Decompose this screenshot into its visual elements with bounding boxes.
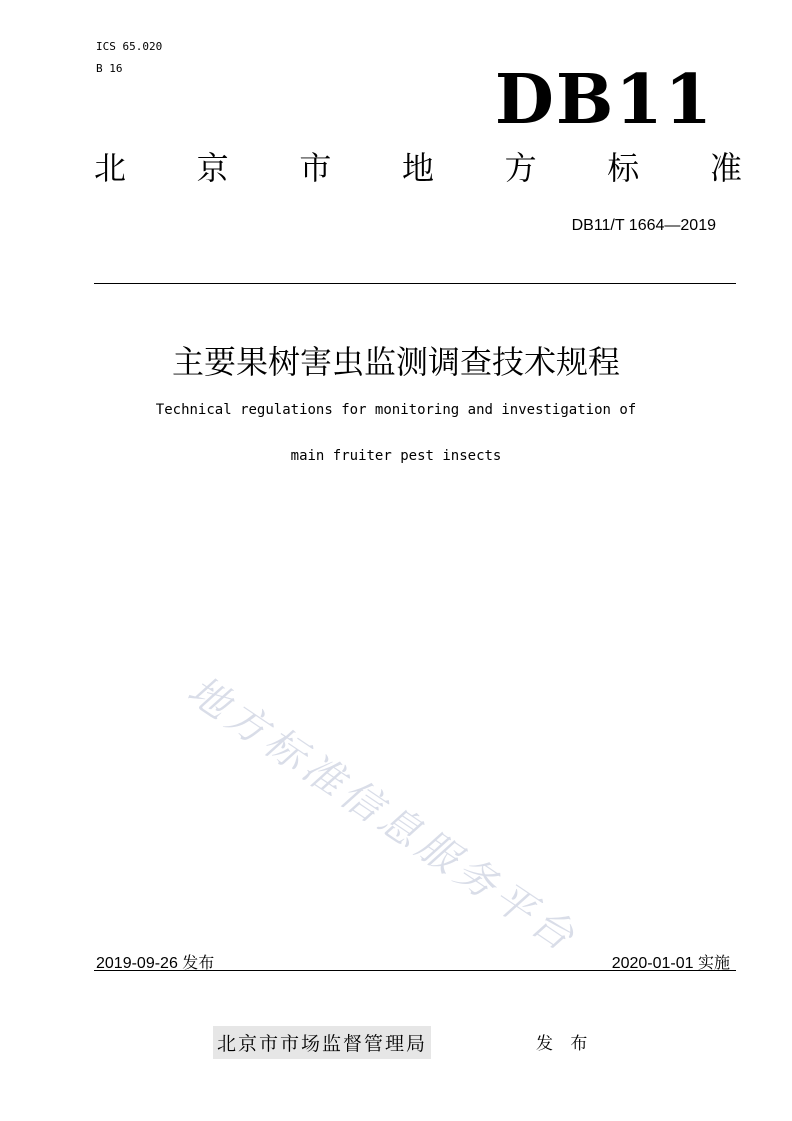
footer-divider	[94, 970, 736, 971]
standard-type-char: 北	[94, 149, 127, 187]
db-logo: DB11	[494, 60, 714, 140]
standard-type-char: 地	[401, 149, 434, 187]
document-title-en-line1: Technical regulations for monitoring and investigation of	[155, 402, 637, 418]
document-title-en-line2: main fruiter pest insects	[290, 448, 502, 464]
watermark: 地方标准信息服务平台	[179, 667, 587, 963]
standard-type-char: 京	[196, 149, 229, 187]
document-title-zh: 主要果树害虫监测调查技术规程	[171, 343, 620, 381]
standard-number: DB11/T 1664—2019	[571, 217, 716, 234]
standard-type-heading	[94, 149, 742, 187]
header-divider	[94, 283, 736, 284]
ccs-code: B 16	[96, 62, 123, 75]
implementation-date: 2020-01-01 实施	[611, 955, 730, 972]
standard-type-char: 市	[299, 149, 332, 187]
issuer-action: 发 布	[536, 1034, 594, 1054]
issue-date: 2019-09-26 发布	[96, 955, 215, 972]
standard-type-char: 准	[709, 149, 742, 187]
ics-code: ICS 65.020	[96, 40, 163, 53]
standard-type-char: 标	[607, 149, 640, 187]
issuing-authority: 北京市市场监督管理局	[213, 1026, 431, 1059]
standard-type-char: 方	[504, 149, 537, 187]
